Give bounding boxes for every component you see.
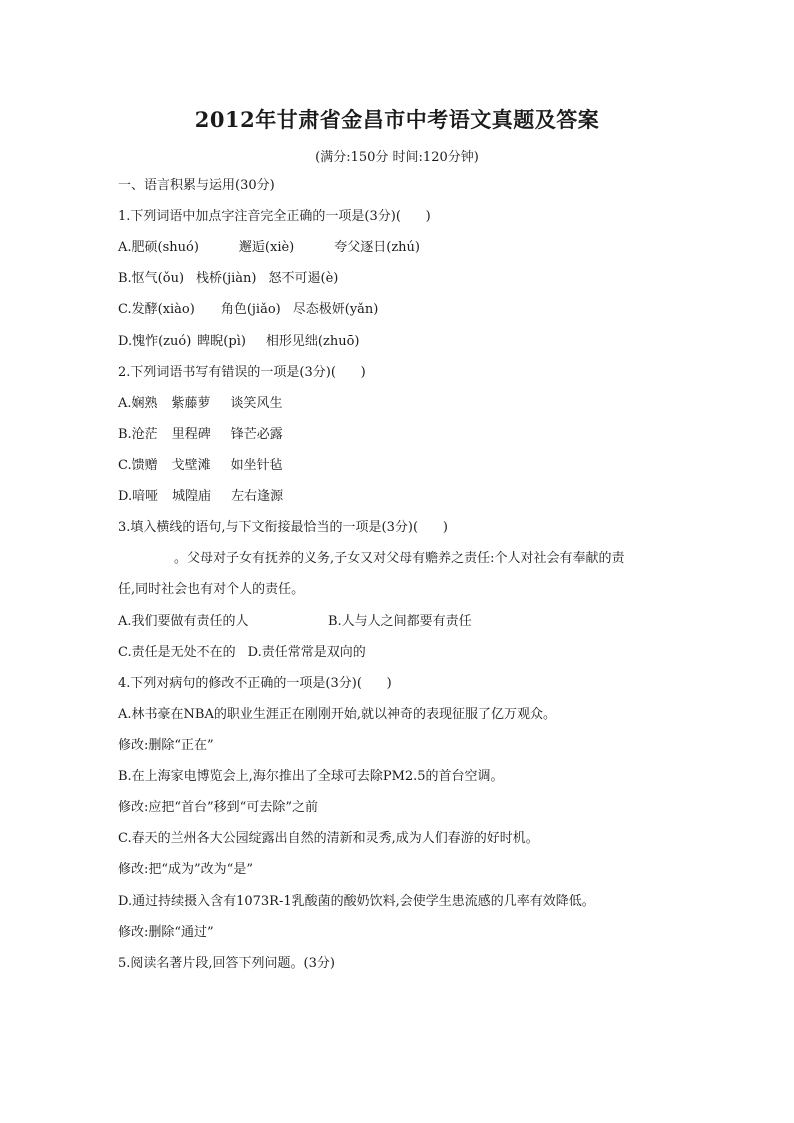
q2-b-3: 锋芒必露 xyxy=(230,427,283,442)
q2-option-a xyxy=(118,395,283,413)
q1-option-d xyxy=(118,333,360,351)
q4-item-a-fix: 修改:删除“正在” xyxy=(118,738,214,753)
q1-a-3: 夸父逐日(zhú) xyxy=(334,240,420,255)
q3-option-a: A.我们要做有责任的人 xyxy=(118,614,249,629)
q1-option-a xyxy=(118,239,420,257)
q4-item-d-sentence: D.通过持续摄入含有1073R-1乳酸菌的酸奶饮料,会使学生患流感的几率有效降低。 xyxy=(118,894,595,909)
q4-item-c-fix: 修改:把“成为”改为“是” xyxy=(118,862,253,877)
q3-option-d: D.责任常常是双向的 xyxy=(247,645,366,660)
q2-a-2: 紫藤萝 xyxy=(171,396,211,411)
question-3-stem: 3.填入横线的语句,与下文衔接最恰当的一项是(3分)( ) xyxy=(118,520,448,535)
q2-b-2: 里程碑 xyxy=(171,427,211,442)
question-4-stem: 4.下列对病句的修改不正确的一项是(3分)( ) xyxy=(118,676,392,691)
q2-c-3: 如坐针毡 xyxy=(230,458,283,473)
q1-c-1: C.发酵(xiào) xyxy=(118,302,195,317)
q1-option-b xyxy=(118,270,338,288)
q3-passage-line-1 xyxy=(118,550,625,568)
question-5-stem: 5.阅读名著片段,回答下列问题。(3分) xyxy=(118,956,335,971)
q2-d-3: 左右逢源 xyxy=(231,489,284,504)
q1-d-3: 相形见绌(zhuō) xyxy=(265,334,360,349)
q3-option-b: B.人与人之间都要有责任 xyxy=(328,614,472,629)
q2-option-b xyxy=(118,426,283,444)
q2-c-1: C.馈赠 xyxy=(118,458,158,473)
q3-options-row-1 xyxy=(118,613,472,631)
q2-option-c xyxy=(118,457,283,475)
q2-d-1: D.喑哑 xyxy=(118,489,159,504)
q2-c-2: 戈壁滩 xyxy=(171,458,211,473)
q1-d-2: 睥睨(pì) xyxy=(197,334,246,349)
q4-item-a-sentence: A.林书豪在NBA的职业生涯正在刚刚开始,就以神奇的表现征服了亿万观众。 xyxy=(118,707,556,722)
q1-b-2: 栈桥(jiàn) xyxy=(196,271,257,286)
q4-item-b-fix: 修改:应把“首台”移到“可去除”之前 xyxy=(118,800,318,815)
q1-d-1: D.愧怍(zuó) xyxy=(118,334,192,349)
q1-b-3: 怒不可遏(è) xyxy=(268,271,339,286)
q2-a-1: A.娴熟 xyxy=(118,396,158,411)
q2-a-3: 谈笑风生 xyxy=(230,396,283,411)
q1-c-3: 尽态极妍(yǎn) xyxy=(292,302,379,317)
q1-a-1: A.肥硕(shuó) xyxy=(118,240,199,255)
q3-option-c: C.责任是无处不在的 xyxy=(118,645,236,660)
q3-passage-line-2: 任,同时社会也有对个人的责任。 xyxy=(118,582,305,597)
q4-item-d-fix: 修改:删除“通过” xyxy=(118,925,214,940)
q3-passage-text-1: 。父母对子女有抚养的义务,子女又对父母有赡养之责任:个人对社会有奉献的责 xyxy=(174,551,625,566)
q4-item-b-sentence: B.在上海家电博览会上,海尔推出了全球可去除PM2.5的首台空调。 xyxy=(118,769,504,784)
q2-b-1: B.沧茫 xyxy=(118,427,158,442)
exam-info: (满分:150分 时间:120分钟) xyxy=(315,150,479,165)
q3-options-row-2 xyxy=(118,644,366,662)
section-heading: 一、语言积累与运用(30分) xyxy=(118,178,275,193)
page-title: 2012年甘肃省金昌市中考语文真题及答案 xyxy=(194,107,600,132)
q2-d-2: 城隍庙 xyxy=(172,489,212,504)
q1-b-1: B.怄气(ǒu) xyxy=(118,271,185,286)
q2-option-d xyxy=(118,488,283,506)
q4-item-c-sentence: C.春天的兰州各大公园绽露出自然的清新和灵秀,成为人们春游的好时机。 xyxy=(118,831,539,846)
question-1-stem: 1.下列词语中加点字注音完全正确的一项是(3分)( ) xyxy=(118,209,431,224)
q1-a-2: 邂逅(xiè) xyxy=(238,240,295,255)
q1-c-2: 角色(jiǎo) xyxy=(220,302,281,317)
q1-option-c xyxy=(118,301,378,319)
question-2-stem: 2.下列词语书写有错误的一项是(3分)( ) xyxy=(118,365,366,380)
